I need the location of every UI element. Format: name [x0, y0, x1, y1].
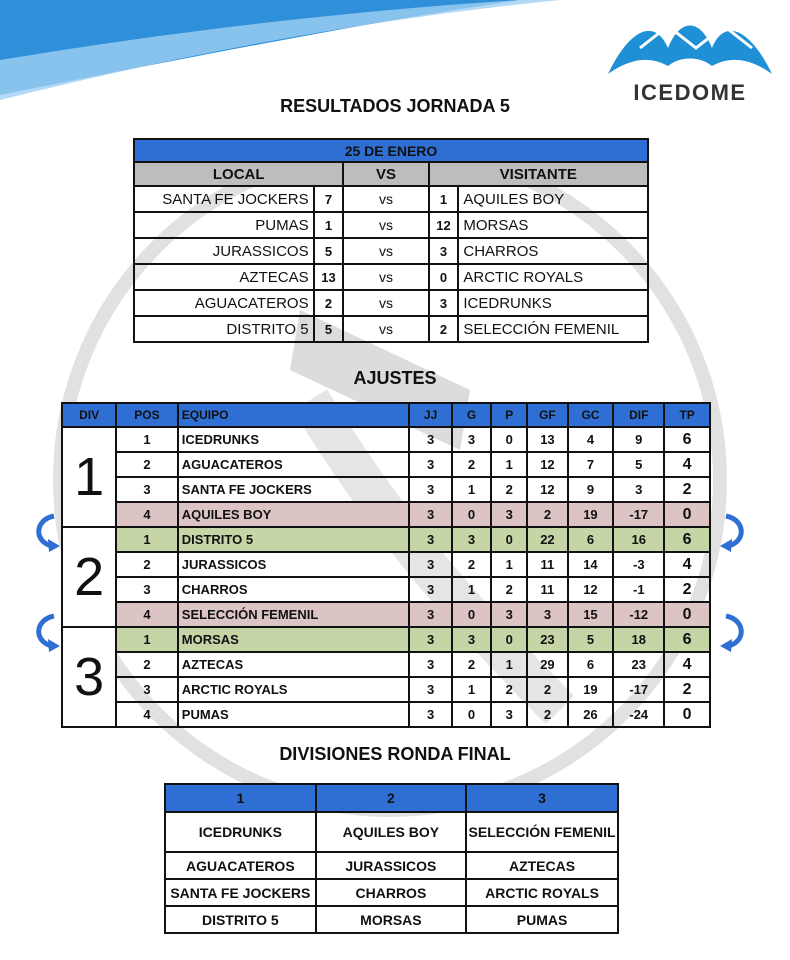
final-team: MORSAS — [316, 906, 466, 933]
away-team: AQUILES BOY — [458, 186, 648, 212]
vs-label: vs — [343, 212, 428, 238]
away-score: 2 — [429, 316, 459, 342]
losses: 2 — [491, 477, 527, 502]
wins: 1 — [452, 577, 491, 602]
total-points: 0 — [664, 702, 710, 727]
total-points: 4 — [664, 652, 710, 677]
losses: 0 — [491, 627, 527, 652]
losses: 1 — [491, 552, 527, 577]
swap-arrow-left-2 — [28, 612, 68, 652]
final-team: CHARROS — [316, 879, 466, 906]
final-divisions-table — [164, 783, 619, 934]
wins: 2 — [452, 652, 491, 677]
position: 3 — [116, 477, 178, 502]
logo-text: ICEDOME — [633, 80, 747, 105]
icedome-logo-mark — [600, 8, 780, 88]
final-row — [165, 879, 618, 906]
total-points: 6 — [664, 627, 710, 652]
standings-row — [62, 627, 710, 652]
header-local: LOCAL — [134, 162, 343, 186]
goals-against: 4 — [568, 427, 614, 452]
vs-label: vs — [343, 186, 428, 212]
position: 1 — [116, 527, 178, 552]
final-col-1: 1 — [165, 784, 316, 812]
standings-row — [62, 452, 710, 477]
division-number: 1 — [62, 427, 116, 527]
final-col-2: 2 — [316, 784, 466, 812]
match-row — [134, 290, 648, 316]
match-row — [134, 316, 648, 342]
final-title: DIVISIONES RONDA FINAL — [279, 744, 511, 764]
col-p: P — [491, 403, 527, 427]
position: 2 — [116, 652, 178, 677]
goals-against: 15 — [568, 602, 614, 627]
games-played: 3 — [409, 652, 451, 677]
games-played: 3 — [409, 602, 451, 627]
header-visitor: VISITANTE — [429, 162, 648, 186]
team-name: SELECCIÓN FEMENIL — [178, 602, 410, 627]
away-score: 12 — [429, 212, 459, 238]
games-played: 3 — [409, 502, 451, 527]
home-team: DISTRITO 5 — [134, 316, 314, 342]
games-played: 3 — [409, 527, 451, 552]
wins: 3 — [452, 427, 491, 452]
goals-against: 14 — [568, 552, 614, 577]
col-div: DIV — [62, 403, 116, 427]
col-gc: GC — [568, 403, 614, 427]
match-row — [134, 212, 648, 238]
col-gf: GF — [527, 403, 567, 427]
team-name: DISTRITO 5 — [178, 527, 410, 552]
games-played: 3 — [409, 577, 451, 602]
goals-against: 19 — [568, 677, 614, 702]
goals-for: 2 — [527, 677, 567, 702]
col-jj: JJ — [409, 403, 451, 427]
goal-difference: -17 — [613, 502, 664, 527]
goal-difference: -1 — [613, 577, 664, 602]
away-score: 3 — [429, 238, 459, 264]
team-name: JURASSICOS — [178, 552, 410, 577]
away-team: MORSAS — [458, 212, 648, 238]
away-score: 0 — [429, 264, 459, 290]
total-points: 4 — [664, 452, 710, 477]
total-points: 2 — [664, 577, 710, 602]
losses: 2 — [491, 577, 527, 602]
goal-difference: 18 — [613, 627, 664, 652]
position: 3 — [116, 677, 178, 702]
away-team: CHARROS — [458, 238, 648, 264]
games-played: 3 — [409, 452, 451, 477]
home-score: 13 — [314, 264, 344, 290]
games-played: 3 — [409, 552, 451, 577]
final-team: PUMAS — [466, 906, 618, 933]
losses: 3 — [491, 602, 527, 627]
standings-row — [62, 602, 710, 627]
position: 4 — [116, 602, 178, 627]
standings-row — [62, 652, 710, 677]
team-name: MORSAS — [178, 627, 410, 652]
home-team: PUMAS — [134, 212, 314, 238]
wins: 3 — [452, 627, 491, 652]
goals-against: 6 — [568, 652, 614, 677]
division-number: 2 — [62, 527, 116, 627]
goals-for: 12 — [527, 477, 567, 502]
standings-row — [62, 477, 710, 502]
losses: 3 — [491, 702, 527, 727]
team-name: ARCTIC ROYALS — [178, 677, 410, 702]
swap-arrow-right-2 — [712, 612, 752, 652]
goals-against: 7 — [568, 452, 614, 477]
goals-for: 23 — [527, 627, 567, 652]
games-played: 3 — [409, 427, 451, 452]
total-points: 0 — [664, 602, 710, 627]
position: 3 — [116, 577, 178, 602]
losses: 1 — [491, 452, 527, 477]
home-team: JURASSICOS — [134, 238, 314, 264]
team-name: AGUACATEROS — [178, 452, 410, 477]
losses: 0 — [491, 427, 527, 452]
team-name: CHARROS — [178, 577, 410, 602]
wins: 1 — [452, 477, 491, 502]
division-number: 3 — [62, 627, 116, 727]
goals-for: 22 — [527, 527, 567, 552]
wins: 2 — [452, 452, 491, 477]
total-points: 2 — [664, 677, 710, 702]
standings-title: AJUSTES — [353, 368, 437, 388]
goal-difference: -3 — [613, 552, 664, 577]
match-row — [134, 238, 648, 264]
final-team: ARCTIC ROYALS — [466, 879, 618, 906]
goals-against: 9 — [568, 477, 614, 502]
home-score: 5 — [314, 238, 344, 264]
col-pos: POS — [116, 403, 178, 427]
team-name: SANTA FE JOCKERS — [178, 477, 410, 502]
position: 1 — [116, 627, 178, 652]
home-score: 2 — [314, 290, 344, 316]
goal-difference: 9 — [613, 427, 664, 452]
total-points: 0 — [664, 502, 710, 527]
final-row — [165, 812, 618, 852]
goal-difference: 23 — [613, 652, 664, 677]
goals-for: 11 — [527, 552, 567, 577]
team-name: ICEDRUNKS — [178, 427, 410, 452]
standings-row — [62, 677, 710, 702]
final-team: AQUILES BOY — [316, 812, 466, 852]
goal-difference: -12 — [613, 602, 664, 627]
final-team: AZTECAS — [466, 852, 618, 879]
final-team: JURASSICOS — [316, 852, 466, 879]
wins: 3 — [452, 527, 491, 552]
goals-against: 12 — [568, 577, 614, 602]
match-row — [134, 264, 648, 290]
total-points: 4 — [664, 552, 710, 577]
games-played: 3 — [409, 627, 451, 652]
losses: 2 — [491, 677, 527, 702]
vs-label: vs — [343, 238, 428, 264]
home-team: SANTA FE JOCKERS — [134, 186, 314, 212]
standings-row — [62, 502, 710, 527]
vs-label: vs — [343, 264, 428, 290]
final-row — [165, 852, 618, 879]
position: 4 — [116, 502, 178, 527]
standings-row — [62, 527, 710, 552]
standings-table — [61, 402, 711, 728]
wins: 0 — [452, 502, 491, 527]
team-name: AZTECAS — [178, 652, 410, 677]
goal-difference: 3 — [613, 477, 664, 502]
final-team: SELECCIÓN FEMENIL — [466, 812, 618, 852]
results-table — [133, 138, 649, 343]
goals-for: 12 — [527, 452, 567, 477]
goals-for: 11 — [527, 577, 567, 602]
total-points: 2 — [664, 477, 710, 502]
final-team: SANTA FE JOCKERS — [165, 879, 316, 906]
away-score: 3 — [429, 290, 459, 316]
wins: 2 — [452, 552, 491, 577]
wins: 0 — [452, 702, 491, 727]
home-team: AGUACATEROS — [134, 290, 314, 316]
away-team: SELECCIÓN FEMENIL — [458, 316, 648, 342]
final-row — [165, 906, 618, 933]
goals-for: 2 — [527, 502, 567, 527]
away-team: ICEDRUNKS — [458, 290, 648, 316]
match-row — [134, 186, 648, 212]
standings-row — [62, 427, 710, 452]
position: 4 — [116, 702, 178, 727]
goals-against: 5 — [568, 627, 614, 652]
home-score: 5 — [314, 316, 344, 342]
vs-label: vs — [343, 290, 428, 316]
goal-difference: 5 — [613, 452, 664, 477]
swap-arrow-left-1 — [28, 512, 68, 552]
swap-arrow-right-1 — [712, 512, 752, 552]
total-points: 6 — [664, 527, 710, 552]
away-team: ARCTIC ROYALS — [458, 264, 648, 290]
header-vs: VS — [343, 162, 428, 186]
goal-difference: 16 — [613, 527, 664, 552]
losses: 0 — [491, 527, 527, 552]
away-score: 1 — [429, 186, 459, 212]
home-score: 1 — [314, 212, 344, 238]
goals-for: 29 — [527, 652, 567, 677]
col-tp: TP — [664, 403, 710, 427]
position: 2 — [116, 552, 178, 577]
results-title: RESULTADOS JORNADA 5 — [280, 96, 510, 116]
position: 1 — [116, 427, 178, 452]
losses: 3 — [491, 502, 527, 527]
goals-against: 19 — [568, 502, 614, 527]
team-name: PUMAS — [178, 702, 410, 727]
wins: 1 — [452, 677, 491, 702]
final-col-3: 3 — [466, 784, 618, 812]
wins: 0 — [452, 602, 491, 627]
goals-for: 2 — [527, 702, 567, 727]
col-dif: DIF — [613, 403, 664, 427]
home-team: AZTECAS — [134, 264, 314, 290]
goals-against: 6 — [568, 527, 614, 552]
icedome-logo — [600, 8, 780, 108]
standings-row — [62, 702, 710, 727]
goals-against: 26 — [568, 702, 614, 727]
final-team: DISTRITO 5 — [165, 906, 316, 933]
goal-difference: -24 — [613, 702, 664, 727]
standings-row — [62, 552, 710, 577]
games-played: 3 — [409, 677, 451, 702]
home-score: 7 — [314, 186, 344, 212]
team-name: AQUILES BOY — [178, 502, 410, 527]
games-played: 3 — [409, 702, 451, 727]
col-g: G — [452, 403, 491, 427]
final-team: ICEDRUNKS — [165, 812, 316, 852]
total-points: 6 — [664, 427, 710, 452]
goals-for: 3 — [527, 602, 567, 627]
final-team: AGUACATEROS — [165, 852, 316, 879]
standings-row — [62, 577, 710, 602]
goal-difference: -17 — [613, 677, 664, 702]
results-date: 25 DE ENERO — [134, 139, 648, 162]
games-played: 3 — [409, 477, 451, 502]
col-team: EQUIPO — [178, 403, 410, 427]
losses: 1 — [491, 652, 527, 677]
goals-for: 13 — [527, 427, 567, 452]
vs-label: vs — [343, 316, 428, 342]
position: 2 — [116, 452, 178, 477]
